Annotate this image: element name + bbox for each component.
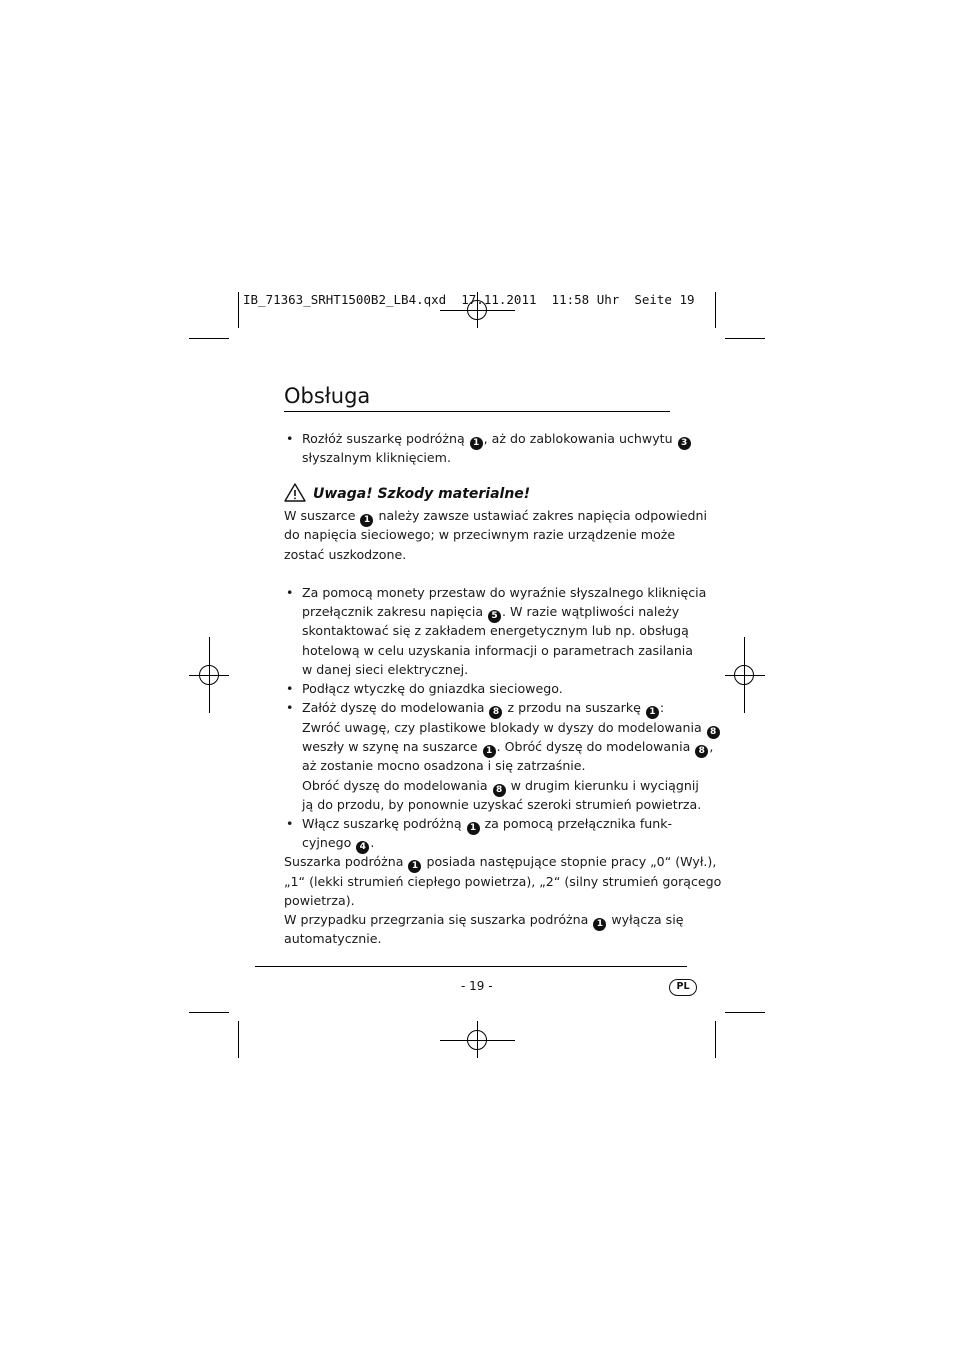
text: weszły w szynę na suszarce <box>302 739 482 754</box>
text: należy zawsze ustawiać zakres napięcia odpowiedni <box>374 508 708 523</box>
text: , <box>709 739 714 754</box>
crop-mark <box>725 338 765 339</box>
text: , aż do zablokowania uchwytu <box>483 431 677 446</box>
bullet-1-line-2: słyszalnym kliknięciem. <box>302 450 451 465</box>
text: . Obróć dyszę do modelowania <box>496 739 695 754</box>
crop-mark <box>725 1012 765 1013</box>
registration-mark <box>467 1030 487 1050</box>
crop-mark <box>189 1012 229 1013</box>
part-number-icon: 1 <box>467 822 480 835</box>
bullet-1-line-1 <box>302 429 692 450</box>
part-number-icon: 1 <box>408 860 421 873</box>
language-badge: PL <box>669 979 697 996</box>
text: Obróć dyszę do modelowania <box>302 778 492 793</box>
bullet-5-line-1 <box>302 814 672 835</box>
bullet-2-line-5: w danej sieci elektrycznej. <box>302 662 469 677</box>
bullet-dot: • <box>286 700 294 715</box>
part-number-icon: 1 <box>593 918 606 931</box>
text: . <box>370 835 375 850</box>
text: w drugim kierunku i wyciągnij <box>506 778 699 793</box>
bullet-2-line-1: Za pomocą monety przestaw do wyraźnie słyszalnego kliknięcia <box>302 585 707 600</box>
warning-title: Uwaga! Szkody materialne! <box>313 486 531 502</box>
part-number-icon: 8 <box>489 706 502 719</box>
page-title: Obsługa <box>284 384 371 408</box>
text: W suszarce <box>284 508 360 523</box>
bullet-dot: • <box>286 585 294 600</box>
paragraph-1-line-3: powietrza). <box>284 893 355 908</box>
paragraph-2-line-1 <box>284 910 683 931</box>
bullet-3-line-1: Podłącz wtyczkę do gniazdka sieciowego. <box>302 681 563 696</box>
part-number-icon: 8 <box>695 745 708 758</box>
text: Włącz suszarkę podróżną <box>302 816 466 831</box>
part-number-icon: 1 <box>470 437 483 450</box>
text: Zwróć uwagę, czy plastikowe blokady w dyszy do modelowania <box>302 720 706 735</box>
text: Rozłóż suszarkę podróżną <box>302 431 469 446</box>
bullet-5-line-2 <box>302 833 374 854</box>
crop-mark <box>715 1021 716 1058</box>
bullet-dot: • <box>286 431 294 446</box>
text: przełącznik zakresu napięcia <box>302 604 488 619</box>
text: wyłącza się <box>607 912 684 927</box>
registration-mark <box>199 665 219 685</box>
paragraph-1-line-1 <box>284 852 716 873</box>
file-slug: IB_71363_SRHT1500B2_LB4.qxd 17.11.2011 11:58 Uhr Seite 19 <box>243 292 695 307</box>
text: posiada następujące stopnie pracy „0“ (Wył.), <box>422 854 717 869</box>
text: z przodu na suszarkę <box>503 700 645 715</box>
part-number-icon: 5 <box>488 610 501 623</box>
bullet-2-line-3: skontaktować się z zakładem energetycznym lub np. obsługą <box>302 623 689 638</box>
bullet-dot: • <box>286 816 294 831</box>
part-number-icon: 8 <box>493 784 506 797</box>
bullet-dot: • <box>286 681 294 696</box>
warning-line-3: zostać uszkodzone. <box>284 547 407 562</box>
bullet-4-line-2 <box>302 718 721 739</box>
text: Załóż dyszę do modelowania <box>302 700 489 715</box>
text: za pomocą przełącznika funk- <box>480 816 673 831</box>
part-number-icon: 8 <box>707 726 720 739</box>
bullet-4-line-3 <box>302 737 713 758</box>
crop-mark <box>238 292 239 328</box>
footer-divider <box>255 966 687 967</box>
bullet-2-line-4: hotelową w celu uzyskania informacji o parametrach zasilania <box>302 643 694 658</box>
bullet-4-line-5 <box>302 776 699 797</box>
text: : <box>659 700 665 715</box>
part-number-icon: 3 <box>678 437 691 450</box>
part-number-icon: 1 <box>483 745 496 758</box>
part-number-icon: 1 <box>360 514 373 527</box>
crop-mark <box>715 292 716 328</box>
warning-icon <box>284 483 306 502</box>
paragraph-2-line-2: automatycznie. <box>284 931 382 946</box>
bullet-2-line-2 <box>302 602 679 623</box>
part-number-icon: 1 <box>646 706 659 719</box>
warning-line-2: do napięcia sieciowego; w przeciwnym razie urządzenie może <box>284 527 676 542</box>
bullet-4-line-6: ją do przodu, by ponownie uzyskać szeroki strumień powietrza. <box>302 797 702 812</box>
crop-mark <box>189 338 229 339</box>
text: . W razie wątpliwości należy <box>502 604 680 619</box>
text: W przypadku przegrzania się suszarka podróżna <box>284 912 593 927</box>
title-divider <box>284 411 670 412</box>
part-number-icon: 4 <box>356 841 369 854</box>
page-number: - 19 - <box>461 979 493 993</box>
text: cyjnego <box>302 835 356 850</box>
registration-mark <box>734 665 754 685</box>
text: Suszarka podróżna <box>284 854 408 869</box>
paragraph-1-line-2: „1“ (lekki strumień ciepłego powietrza), „2“ (silny strumień gorącego <box>284 874 722 889</box>
crop-mark <box>238 1021 239 1058</box>
bullet-4-line-4: aż zostanie mocno osadzona i się zatrzaśnie. <box>302 758 586 773</box>
bullet-4-line-1 <box>302 698 664 719</box>
warning-line-1 <box>284 506 707 527</box>
